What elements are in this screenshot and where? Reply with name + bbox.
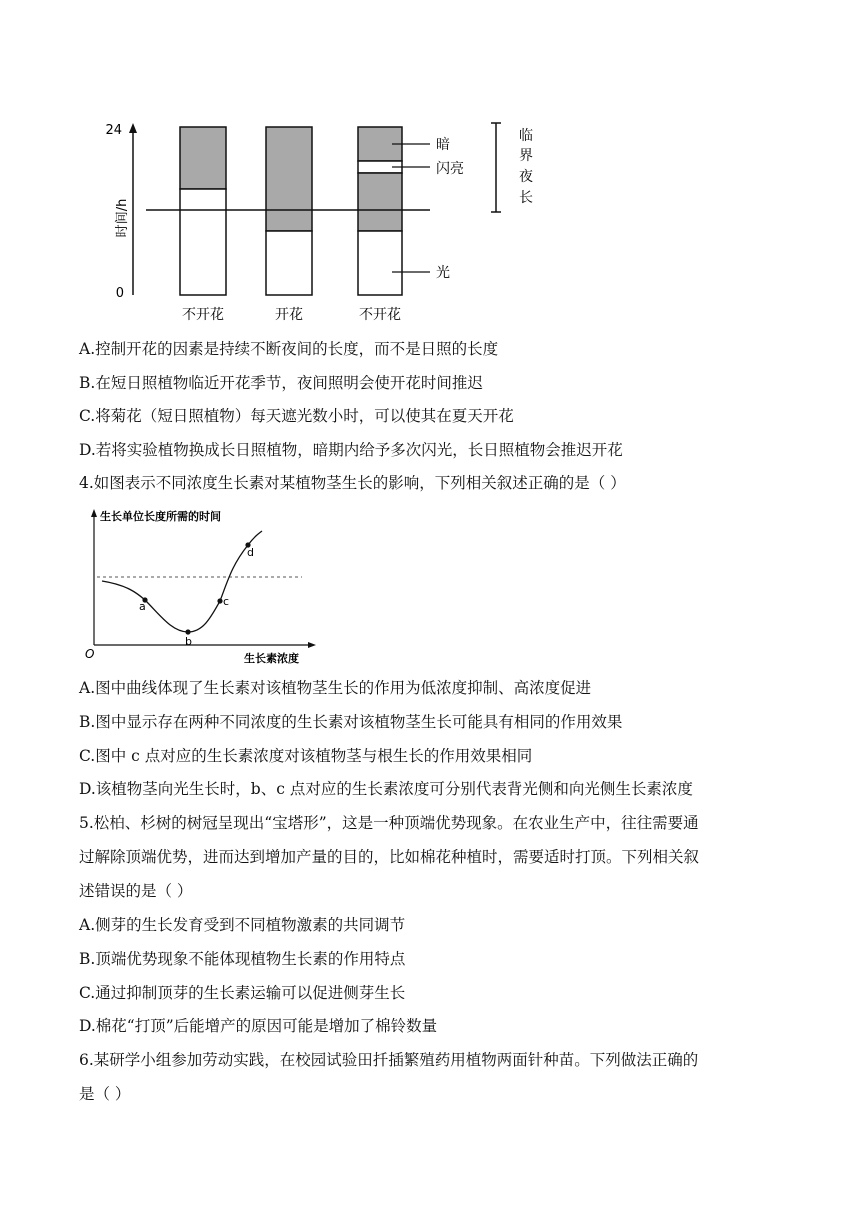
q5-option-b: B.顶端优势现象不能体现植物生长素的作用特点: [79, 950, 406, 968]
q6-stem-line-2: 是（ ）: [79, 1085, 131, 1103]
auxin-curve-chart: [82, 505, 342, 670]
y-zero-tick: 0: [115, 286, 124, 301]
growth-curve: [102, 531, 262, 632]
point-c: [217, 598, 222, 603]
bar-3-light: [358, 231, 402, 295]
legend-flash: 闪亮: [436, 161, 464, 177]
q3-option-b: B.在短日照植物临近开花季节，夜间照明会使开花时间推迟: [79, 374, 483, 392]
bar-2-label: 开花: [275, 307, 303, 323]
q4-option-b: B.图中显示存在两种不同浓度的生长素对该植物茎生长可能具有相同的作用效果: [79, 713, 623, 731]
x-axis-label: 生长素浓度: [244, 652, 299, 665]
bracket-char-3: 夜: [519, 169, 533, 185]
y-axis-arrow: [129, 123, 137, 133]
bracket-char-4: 长: [519, 190, 533, 206]
q6-stem-line-1: 6.某研学小组参加劳动实践，在校园试验田扦插繁殖药用植物两面针种苗。下列做法正确的: [79, 1051, 699, 1069]
q5-option-d: D.棉花“打顶”后能增产的原因可能是增加了棉铃数量: [79, 1017, 438, 1035]
q5-stem-line-1: 5.松柏、杉树的树冠呈现出“宝塔形”，这是一种顶端优势现象。在农业生产中，往往需要通: [79, 814, 699, 832]
bar-3-dark-bottom: [358, 173, 402, 231]
photoperiod-figure: [100, 115, 540, 330]
bar-2-light: [266, 231, 312, 295]
bar-2-dark: [266, 127, 312, 231]
bracket-char-1: 临: [519, 128, 533, 144]
q4-option-a: A.图中曲线体现了生长素对该植物茎生长的作用为低浓度抑制、高浓度促进: [79, 679, 592, 697]
bar-1-label: 不开花: [182, 307, 224, 323]
q5-stem-line-3: 述错误的是（ ）: [79, 882, 193, 900]
legend-dark: 暗: [436, 137, 450, 153]
y-top-tick: 24: [105, 123, 122, 138]
bar-3-label: 不开花: [359, 307, 401, 323]
q3-option-c: C.将菊花（短日照植物）每天遮光数小时，可以使其在夏天开花: [79, 407, 514, 425]
point-a-label: a: [139, 600, 146, 613]
q4-stem: 4.如图表示不同浓度生长素对某植物茎生长的影响，下列相关叙述正确的是（ ）: [79, 474, 626, 492]
q3-option-d: D.若将实验植物换成长日照植物，暗期内给予多次闪光，长日照植物会推迟开花: [79, 441, 623, 459]
origin-label: O: [85, 647, 95, 661]
x-axis-arrow: [308, 642, 316, 648]
q3-option-a: A.控制开花的因素是持续不断夜间的长度，而不是日照的长度: [79, 340, 499, 358]
legend-light: 光: [436, 265, 450, 281]
q4-option-c: C.图中 c 点对应的生长素浓度对该植物茎与根生长的作用效果相同: [79, 747, 533, 765]
point-b-label: b: [185, 635, 192, 648]
q5-option-a: A.侧芽的生长发育受到不同植物激素的共同调节: [79, 916, 406, 934]
q4-option-d: D.该植物茎向光生长时，b、c 点对应的生长素浓度可分别代表背光侧和向光侧生长素浓度: [79, 780, 693, 798]
point-c-label: c: [223, 595, 230, 608]
y-axis-label: 生长单位长度所需的时间: [100, 510, 221, 523]
q5-stem-line-2: 过解除顶端优势，进而达到增加产量的目的，比如棉花种植时，需要适时打顶。下列相关叙: [79, 848, 700, 866]
y-axis-label: 时间/h: [115, 198, 130, 238]
photoperiod-diagram: [100, 115, 540, 330]
q5-option-c: C.通过抑制顶芽的生长素运输可以促进侧芽生长: [79, 984, 406, 1002]
y-axis-arrow: [91, 509, 97, 517]
auxin-figure: [82, 505, 342, 670]
point-d-label: d: [247, 546, 254, 559]
bar-1-dark: [180, 127, 226, 189]
bracket-char-2: 界: [519, 148, 533, 164]
bar-1-light: [180, 189, 226, 295]
point-b: [185, 629, 190, 634]
